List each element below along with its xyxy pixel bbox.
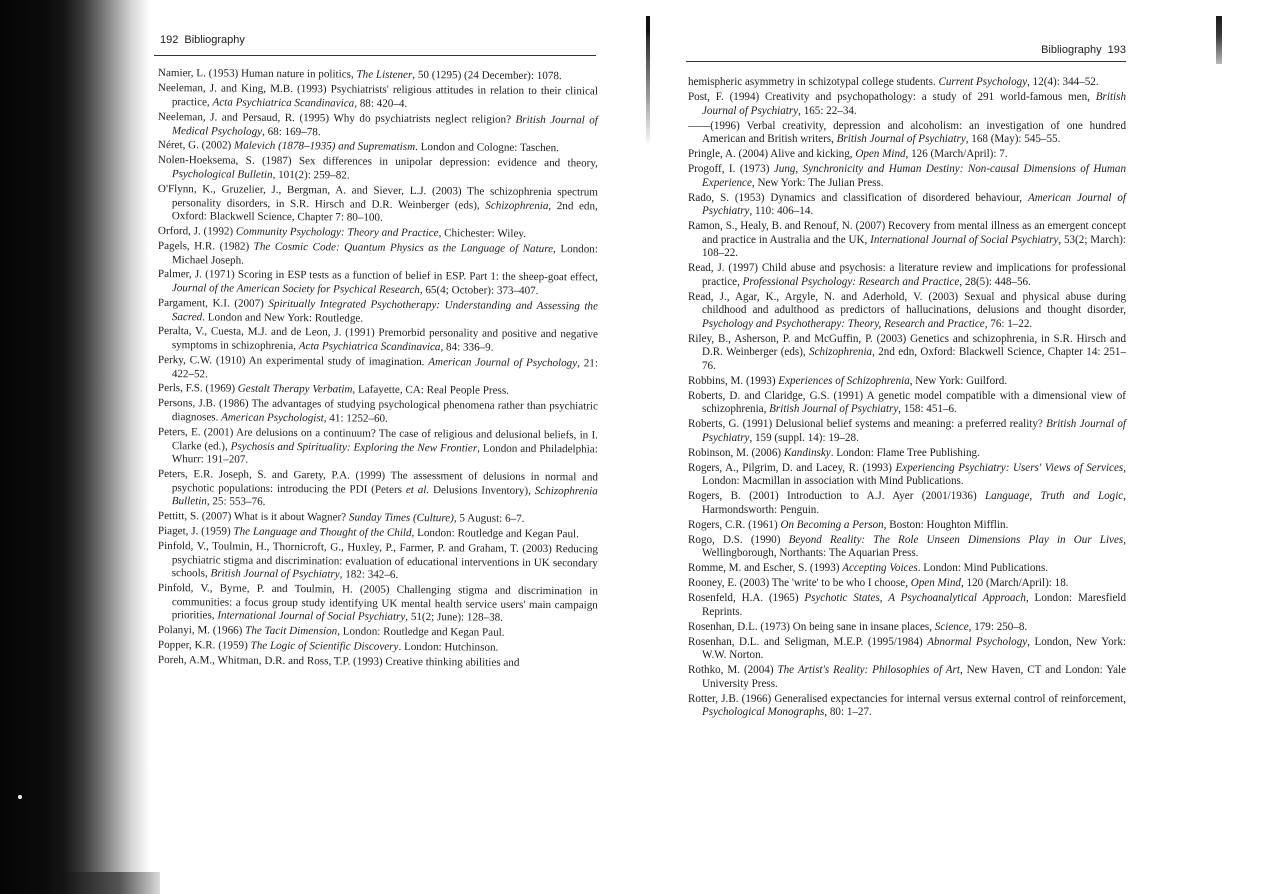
entry-text: , 68: 169–78.	[262, 124, 321, 138]
entry-title: Psychological Monographs	[702, 706, 825, 718]
entry-text: Poreh, A.M., Whitman, D.R. and Ross, T.P. (1993) Creative thinking abilities and	[157, 653, 520, 669]
entry-title: British Journal of Psychiatry	[210, 566, 340, 580]
entry-title: Acta Psychiatrica Scandinavica	[212, 95, 355, 110]
entry-text: Romme, M. and Escher, S. (1993)	[688, 562, 843, 574]
page-edge-mark	[1216, 16, 1222, 64]
bibliography-entry	[158, 540, 598, 584]
entry-text: . London: Flame Tree Publishing.	[830, 446, 980, 459]
bibliography-entry	[688, 636, 1126, 663]
entry-text: Delusions Inventory),	[429, 483, 535, 496]
entry-text: Pagels, H.R. (1982)	[157, 239, 254, 253]
entry-text: Neeleman, J. and Persaud, R. (1995) Why do psychiatrists neglect religion?	[157, 110, 516, 126]
entry-text: , London: Maresfield Reprints.	[702, 592, 1127, 618]
entry-title: The Cosmic Code: Quantum Physics as the Language of Nature	[253, 240, 554, 255]
bibliography-entry	[688, 447, 1126, 461]
bibliography-entry	[158, 354, 598, 384]
entry-title: Schizophrenia Bulletin	[171, 483, 598, 507]
entry-title: International Journal of Social Psychiatry	[870, 233, 1059, 246]
bibliography-entry	[688, 291, 1126, 332]
entry-text: , 88: 420–4.	[354, 97, 408, 110]
entry-text: , 50 (1295) (24 December): 1078.	[412, 68, 562, 83]
entry-text: Peters, E.R. Joseph, S. and Garety, P.A. (1999) The assessment of delusions in normal and psychotic populations: introducing the PDI (Peters	[157, 467, 598, 495]
entry-text: , Lafayette, CA: Real People Press.	[352, 383, 510, 397]
bibliography-entry	[688, 490, 1126, 517]
bibliography-entry	[688, 91, 1126, 118]
entry-text: , Wellingborough, Northants: The Aquarian Press.	[702, 533, 1126, 559]
entry-text: Roberts, G. (1991) Delusional belief systems and meaning: a preferred reality?	[688, 418, 1047, 430]
entry-title: The Artist's Reality: Philosophies of Art	[777, 664, 960, 676]
entry-text: , London: Routledge and Kegan Paul.	[337, 624, 505, 639]
entry-title: Kandinsky	[783, 446, 831, 459]
entry-title: American Journal of Psychiatry	[702, 191, 1126, 217]
bibliography-entry	[158, 111, 598, 141]
entry-text: Rogers, C.R. (1961)	[688, 518, 781, 531]
bibliography-entry	[688, 333, 1126, 374]
entry-text: hemispheric asymmetry in schizotypal college students.	[688, 76, 939, 88]
entry-title: Gestalt Therapy Verbatim	[237, 382, 353, 396]
header-rule-left	[154, 55, 596, 56]
entry-title: Psychosis and Spirituality: Exploring the New Frontier	[230, 439, 478, 454]
entry-title: Spiritually Integrated Psychotherapy: Understanding and Assessing the Sacred	[171, 297, 598, 323]
bibliography-entry	[158, 624, 598, 641]
entry-title: Accepting Voices	[842, 562, 918, 574]
entry-title: Jung, Synchronicity and Human Destiny: Non-causal Dimensions of Human Experience	[702, 163, 1126, 189]
entry-text: , 5 August: 6–7.	[453, 511, 525, 525]
bibliography-list-right	[688, 76, 1126, 721]
entry-text: Néret, G. (2002)	[157, 139, 235, 152]
entry-title: The Tacit Dimension	[245, 624, 338, 637]
entry-text: . London: Hutchinson.	[398, 640, 499, 654]
entry-text: Rothko, M. (2004)	[688, 664, 778, 676]
entry-text: , 101(2): 259–82.	[272, 168, 350, 182]
entry-text: , 53(2; March): 108–22.	[702, 233, 1127, 259]
entry-text: O'Flynn, K., Gruzelier, J., Bergman, A. and Siever, L.J. (2003) The schizophrenia spectrum personality disorders, in S.R. Hirsch and D.R. Weinberger (eds),	[157, 182, 598, 211]
bibliography-entry	[688, 592, 1126, 619]
entry-title: Psychological Bulletin	[171, 167, 273, 181]
entry-text: . London and New York: Routledge.	[202, 310, 364, 324]
entry-text: Nolen-Hoeksema, S. (1987) Sex differences in unipolar depression: evidence and theory,	[157, 154, 598, 170]
entry-text: , 159 (suppl. 14): 19–28.	[749, 431, 859, 444]
entry-text: , 110: 406–14.	[749, 205, 814, 217]
entry-text: , 28(5): 448–56.	[959, 275, 1031, 288]
entry-title: Psychotic States, A Psychoanalytical Approach	[804, 592, 1026, 604]
bibliography-entry	[158, 654, 598, 671]
entry-text: , London: Michael Joseph.	[171, 242, 598, 266]
entry-title: Experiences of Schizophrenia	[778, 374, 910, 387]
bibliography-entry	[158, 382, 598, 399]
entry-text: Riley, B., Asherson, P. and McGuffin, P. (2003) Genetics and schizophrenia, in S.R. Hirsch and D.R. Weinberger (eds),	[688, 332, 1126, 358]
entry-text: . London: Mind Publications.	[917, 562, 1049, 574]
entry-title: Sunday Times (Culture)	[348, 510, 454, 524]
entry-title: British Journal of Psychiatry	[702, 418, 1126, 444]
entry-title: Journal of the American Society for Psychical Research	[171, 281, 420, 296]
entry-text: , Boston: Houghton Mifflin.	[883, 518, 1009, 531]
entry-text: , 165: 22–34.	[798, 104, 857, 117]
entry-text: Rosenfeld, H.A. (1965)	[688, 592, 805, 604]
entry-text: Perls, F.S. (1969)	[157, 382, 238, 395]
bibliography-list-left	[158, 67, 598, 669]
bibliography-entry	[688, 693, 1126, 720]
entry-text: Ramon, S., Healy, B. and Renouf, N. (2007) Recovery from mental illness as an emergent concept and practice in Australia and the UK,	[688, 220, 1126, 246]
bibliography-entry	[688, 192, 1126, 219]
entry-text: Read, J. (1997) Child abuse and psychosis: a literature review and implications for professional practice,	[688, 262, 1126, 288]
bibliography-entry	[688, 664, 1126, 691]
entry-title: International Journal of Social Psychiatry	[217, 608, 406, 623]
entry-title: Language, Truth and Logic	[985, 490, 1124, 502]
bibliography-entry	[158, 468, 598, 512]
entry-text: , 80: 1–27.	[824, 706, 872, 718]
entry-text: Piaget, J. (1959)	[157, 524, 234, 538]
entry-text: , New York: The Julian Press.	[751, 176, 884, 189]
entry-text: Rado, S. (1953) Dynamics and classification of disordered behaviour,	[688, 191, 1028, 204]
entry-title: Beyond Reality: The Role Unseen Dimensions Play in Our Lives	[788, 533, 1124, 546]
entry-text: Robinson, M. (2006)	[688, 446, 784, 459]
bibliography-entry	[688, 621, 1126, 635]
entry-text: , 2nd edn, Oxford: Blackwell Science, Chapter 7: 80–100.	[171, 199, 598, 224]
entry-title: et al.	[405, 482, 430, 496]
entry-text: Roberts, D. and Claridge, G.S. (1991) A genetic model compatible with a dimensional view of schizophrenia,	[688, 389, 1126, 415]
entry-text: , 51(2; June): 128–38.	[405, 610, 504, 624]
entry-title: Open Mind	[910, 577, 961, 589]
bibliography-entry	[688, 120, 1126, 147]
bibliography-entry	[688, 76, 1126, 90]
entry-title: Community Psychology: Theory and Practice	[235, 225, 439, 239]
entry-text: Rogers, B. (2001) Introduction to A.J. Ayer (2001/1936)	[688, 490, 986, 502]
page-number-right: 193	[1107, 44, 1126, 56]
entry-text: Post, F. (1994) Creativity and psychopathology: a study of 291 world-famous men,	[688, 91, 1096, 103]
entry-text: , New Haven, CT and London: Yale University Press.	[702, 664, 1127, 690]
bibliography-entry	[158, 183, 598, 227]
entry-text: Rooney, E. (2003) The 'write' to be who I choose,	[688, 577, 911, 589]
bibliography-entry	[158, 426, 598, 470]
entry-text: , 120 (March/April): 18.	[960, 577, 1069, 589]
entry-title: On Becoming a Person	[780, 518, 884, 531]
bibliography-entry	[158, 510, 598, 527]
entry-title: British Journal of Psychiatry	[702, 91, 1126, 117]
bibliography-entry	[688, 577, 1126, 591]
entry-text: Rosenhan, D.L. (1973) On being sane in insane places,	[688, 620, 935, 633]
bibliography-entry	[158, 582, 598, 626]
bibliography-entry	[158, 325, 598, 355]
entry-text: Rogo, D.S. (1990)	[688, 533, 789, 546]
entry-text: , London: Routledge and Kegan Paul.	[411, 526, 579, 540]
bibliography-entry	[688, 375, 1126, 389]
entry-text: Pargament, K.I. (2007)	[157, 296, 269, 310]
entry-title: American Psychologist	[221, 410, 324, 424]
entry-title: The Listener	[356, 68, 413, 81]
bibliography-entry	[158, 82, 598, 112]
entry-text: Pringle, A. (2004) Alive and kicking,	[688, 148, 856, 160]
entry-title: British Journal of Medical Psychology	[171, 113, 598, 137]
entry-text: Popper, K.R. (1959)	[157, 638, 251, 652]
bibliography-entry	[688, 562, 1126, 576]
entry-text: Persons, J.B. (1986) The advantages of studying psychological phenomena rather than psychiatric diagnoses.	[157, 397, 598, 423]
entry-text: , Harmondsworth: Penguin.	[702, 490, 1127, 516]
entry-text: . London and Cologne: Taschen.	[415, 141, 560, 155]
entry-text: , 25: 553–76.	[206, 494, 266, 508]
entry-text: Polanyi, M. (1966)	[157, 623, 246, 637]
running-head-right	[1041, 44, 1126, 56]
page-number-left: 192	[160, 34, 179, 46]
entry-text: Peters, E. (2001) Are delusions on a continuum? The case of religious and delusional beliefs, in I. Clarke (ed.),	[157, 425, 598, 452]
entry-text: Rotter, J.B. (1966) Generalised expectancies for internal versus external control of reinforcement,	[688, 692, 1126, 705]
bibliography-entry	[158, 225, 598, 242]
entry-title: American Journal of Psychology	[428, 355, 578, 369]
entry-text: Rogers, A., Pilgrim, D. and Lacey, R. (1993)	[688, 461, 896, 474]
header-rule-right	[686, 61, 1126, 62]
entry-title: Schizophrenia	[809, 346, 873, 358]
bibliography-entry	[158, 154, 598, 184]
entry-text: Palmer, J. (1971) Scoring in ESP tests as a function of belief in ESP. Part 1: the sheep-goat effect,	[157, 268, 598, 284]
entry-text: , Chichester: Wiley.	[438, 226, 527, 240]
entry-title: Open Mind	[855, 148, 906, 160]
entry-text: Pinfold, V., Toulmin, H., Thornicroft, G., Huxley, P., Farmer, P. and Graham, T. (2003) Reducing psychiatric stigma and discrimination: evaluation of educational interventions in UK secondary schools,	[157, 539, 598, 579]
entry-text: Perky, C.W. (1910) An experimental study of imagination.	[157, 353, 429, 368]
entry-text: , London: Macmillan in association with Mind Publications.	[702, 461, 1126, 487]
entry-title: Abnormal Psychology	[927, 635, 1028, 648]
entry-title: Malevich (1878–1935) and Suprematism	[233, 139, 416, 154]
bibliography-entry	[688, 390, 1126, 417]
entry-text: , 182: 342–6.	[339, 567, 399, 581]
bibliography-entry	[158, 268, 598, 298]
entry-title: Schizophrenia	[485, 198, 549, 212]
entry-text: ——(1996) Verbal creativity, depression and alcoholism: an investigation of one hundred American and British writers,	[688, 119, 1126, 145]
entry-text: Pinfold, V., Byrne, P. and Toulmin, H. (2005) Challenging stigma and discrimination in communities: a focus group study identifying UK mental health service users' main campaign priorities,	[157, 581, 598, 621]
entry-text: Progoff, I. (1973)	[688, 163, 774, 175]
entry-text: Namier, L. (1953) Human nature in politics,	[157, 67, 357, 81]
bibliography-entry	[688, 418, 1126, 445]
entry-title: Current Psychology	[938, 76, 1028, 88]
bibliography-entry	[688, 220, 1126, 261]
bibliography-entry	[158, 139, 598, 156]
entry-text: , 126 (March/April): 7.	[905, 148, 1008, 160]
entry-text: , 179: 250–8.	[968, 620, 1028, 633]
entry-text: , 41: 1252–60.	[323, 411, 388, 425]
entry-title: Science	[934, 620, 969, 633]
entry-text: , 21: 422–52.	[171, 356, 598, 380]
entry-text: , 65(4; October): 373–407.	[419, 283, 539, 297]
running-head-left	[160, 34, 245, 46]
entry-text: , 158: 451–6.	[898, 403, 957, 415]
entry-title: British Journal of Psychiatry	[836, 133, 966, 145]
entry-title: British Journal of Psychiatry	[769, 403, 899, 415]
entry-text: Robbins, M. (1993)	[688, 374, 779, 387]
bibliography-entry	[688, 163, 1126, 190]
entry-text: Read, J., Agar, K., Argyle, N. and Aderhold, V. (2003) Sexual and physical abuse during childhood and adulthood as predictors of hallucinations, delusions and thought disorder,	[688, 290, 1126, 316]
bibliography-entry	[158, 397, 598, 427]
bibliography-entry	[158, 297, 598, 327]
entry-text: , London, New York: W.W. Norton.	[702, 635, 1126, 661]
entry-title: Experiencing Psychiatry: Users' Views of Services	[895, 461, 1124, 474]
entry-text: Orford, J. (1992)	[157, 224, 236, 238]
bibliography-entry	[688, 462, 1126, 489]
entry-text: , 168 (May): 545–55.	[965, 133, 1061, 145]
bibliography-entry	[158, 639, 598, 656]
bibliography-entry	[158, 525, 598, 542]
entry-text: , 2nd edn, Oxford: Blackwell Science, Chapter 14: 251–76.	[702, 346, 1126, 372]
entry-text: , 84: 336–9.	[440, 340, 494, 354]
entry-text: Rosenhan, D.L. and Seligman, M.E.P. (1995/1984)	[688, 635, 928, 648]
entry-title: Professional Psychology: Research and Practice	[742, 275, 960, 288]
entry-title: Acta Psychiatrica Scandinavica	[298, 339, 441, 353]
entry-title: The Logic of Scientific Discovery	[250, 639, 399, 653]
entry-text: , New York: Guilford.	[909, 374, 1008, 387]
entry-text: Pettitt, S. (2007) What is it about Wagner?	[157, 509, 349, 523]
entry-text: Neeleman, J. and King, M.B. (1993) Psychiatrists' religious attitudes in relation to their clinical practice,	[157, 82, 598, 108]
bibliography-entry	[158, 240, 598, 270]
bibliography-entry	[688, 519, 1126, 533]
bibliography-entry	[158, 67, 598, 84]
book-gutter-mark	[646, 16, 650, 146]
entry-text: , 76: 1–22.	[984, 317, 1033, 330]
entry-text: , 12(4): 344–52.	[1027, 76, 1099, 88]
running-head-title-left: Bibliography	[184, 34, 245, 46]
bibliography-entry	[688, 148, 1126, 162]
bibliography-entry	[688, 534, 1126, 561]
scan-shadow-bottom	[60, 872, 160, 894]
entry-title: Psychology and Psychotherapy: Theory, Research and Practice	[702, 317, 985, 330]
entry-title: The Language and Thought of the Child	[233, 525, 412, 539]
entry-text: Peralta, V., Cuesta, M.J. and de Leon, J. (1991) Premorbid personality and positive and negative symptoms in schizophrenia,	[157, 325, 598, 352]
bibliography-entry	[688, 262, 1126, 289]
scan-shadow-left	[0, 0, 150, 894]
entry-text: , London and Philadelphia: Whurr: 191–207.	[171, 441, 598, 466]
running-head-title-right: Bibliography	[1041, 44, 1102, 56]
